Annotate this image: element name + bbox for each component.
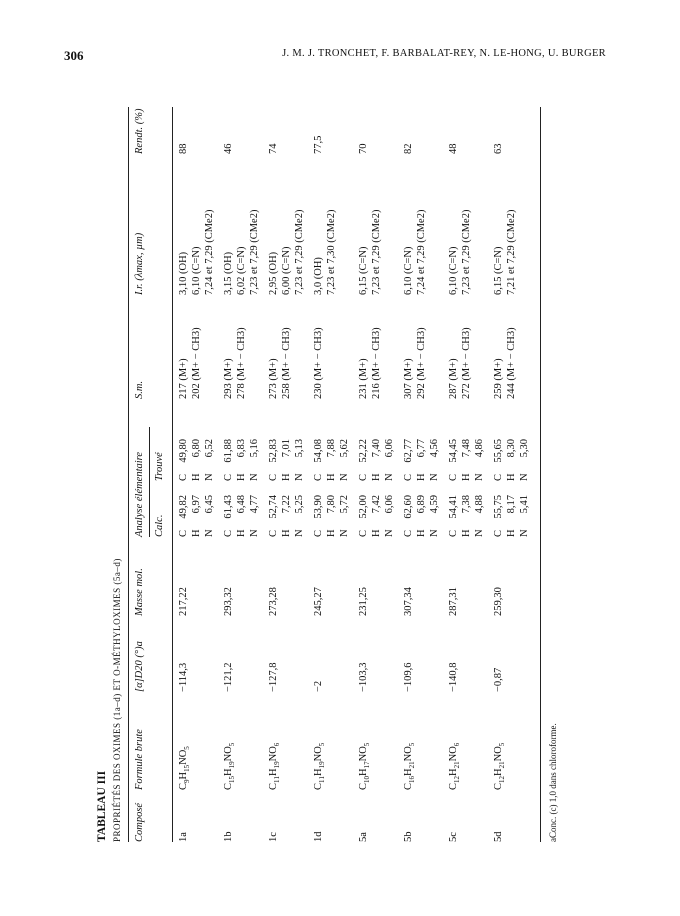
cell-analyse — [178, 439, 216, 537]
analyse-line — [384, 439, 397, 537]
analysis-value: 7,01 — [280, 439, 292, 458]
sm-line: 259 (M+) — [493, 358, 504, 399]
cell-formule: $C_9H_{15}NO_5$ — [178, 746, 192, 790]
element-symbol: H — [415, 473, 427, 481]
cell-ir — [448, 210, 474, 295]
cell-sm — [448, 327, 474, 399]
col-ir: I.r. (λmax, µm) — [134, 232, 145, 295]
ir-line: 6,02 (C=N) — [235, 246, 247, 295]
cell-rendt: 48 — [448, 143, 459, 154]
cell-masse: 273,28 — [268, 587, 279, 616]
spacer — [204, 481, 217, 495]
analyse-line — [236, 439, 249, 537]
element-symbol: H — [370, 473, 382, 481]
spacer — [493, 481, 506, 495]
analyse-line — [474, 439, 487, 537]
cell-formule: $C_{15}H_{19}NO_5$ — [223, 742, 237, 790]
cell-masse: 259,30 — [493, 587, 504, 616]
bottom-rule — [540, 107, 541, 842]
analyse-line — [448, 439, 461, 537]
cell-analyse — [268, 439, 306, 537]
cell-compose: 1a — [178, 832, 189, 842]
analysis-value: 5,41 — [518, 495, 530, 514]
analyse-line — [249, 439, 262, 537]
spacer — [294, 481, 307, 495]
element-symbol: H — [190, 473, 202, 481]
element-symbol: H — [460, 473, 472, 481]
analysis-value: 5,25 — [293, 495, 305, 514]
analysis-value: 4,88 — [473, 495, 485, 514]
analysis-value: 6,06 — [383, 439, 395, 458]
cell-formule: $C_{12}H_{21}NO_6$ — [448, 742, 462, 790]
analysis-value: 6,77 — [415, 439, 427, 458]
sm-line: 287 (M+) — [448, 358, 459, 399]
cell-formule: $C_{11}H_{19}NO_6$ — [268, 742, 282, 790]
analysis-value: 7,80 — [325, 495, 337, 514]
cell-sm — [268, 327, 294, 399]
spacer — [178, 481, 191, 495]
element-symbol: H — [370, 529, 382, 537]
analyse-line — [403, 439, 416, 537]
element-symbol: H — [325, 473, 337, 481]
sm-line: 216 (M+ − CH3) — [370, 327, 382, 399]
analysis-value: 6,83 — [235, 439, 247, 458]
element-symbol: C — [493, 529, 504, 537]
analyse-rule — [149, 427, 150, 537]
analyse-line — [429, 439, 442, 537]
cell-rot: −140,8 — [448, 662, 459, 692]
analysis-value: 5,30 — [518, 439, 530, 458]
ir-line: 3,10 (OH) — [178, 251, 189, 295]
spacer — [326, 481, 339, 495]
analysis-value: 6,45 — [203, 495, 215, 514]
element-symbol: C — [223, 473, 234, 481]
sm-line: 230 (M+ − CH3) — [313, 327, 324, 399]
analysis-value: 7,40 — [370, 439, 382, 458]
col-masse: Masse mol. — [134, 568, 145, 616]
sm-line: 272 (M+ − CH3) — [460, 327, 472, 399]
spacer — [223, 481, 236, 495]
element-symbol: N — [518, 529, 530, 537]
ir-line: 3,15 (OH) — [223, 251, 234, 295]
analyse-line — [326, 439, 339, 537]
element-symbol: H — [505, 529, 517, 537]
ir-line: 6,00 (C=N) — [280, 246, 292, 295]
cell-compose: 1d — [313, 831, 324, 842]
cell-formule: $C_{16}H_{21}NO_5$ — [403, 742, 417, 790]
element-symbol: N — [383, 473, 395, 481]
col-rendt: Rendt. (%) — [134, 108, 145, 154]
spacer — [416, 481, 429, 495]
analyse-line — [461, 439, 474, 537]
ir-line: 6,10 (C=N) — [403, 246, 414, 295]
ir-line: 7,23 et 7,29 (CMe2) — [460, 209, 472, 295]
analysis-value: 5,13 — [293, 439, 305, 458]
analysis-value: 4,86 — [473, 439, 485, 458]
cell-analyse — [313, 439, 351, 537]
col-rot: [α]D20 (°)a — [134, 641, 145, 692]
element-symbol: N — [338, 529, 350, 537]
element-symbol: C — [223, 529, 234, 537]
analyse-line — [313, 439, 326, 537]
ir-line: 6,10 (C=N) — [448, 246, 459, 295]
cell-sm — [358, 327, 384, 399]
cell-sm — [313, 327, 326, 399]
ir-line: 7,23 et 7,30 (CMe2) — [325, 209, 337, 295]
table-subtitle: PROPRIÉTÉS DES OXIMES (1a–d) ET O-MÉTHYLOXIMES (5a–d) — [112, 558, 122, 842]
cell-ir — [223, 210, 261, 295]
analyse-line — [358, 439, 371, 537]
cell-rendt: 82 — [403, 143, 414, 154]
element-symbol: C — [493, 473, 504, 481]
spacer — [461, 481, 474, 495]
ir-line: 6,15 (C=N) — [493, 246, 504, 295]
spacer — [313, 481, 326, 495]
analysis-value: 5,72 — [338, 495, 350, 514]
element-symbol: N — [428, 473, 440, 481]
element-symbol: N — [473, 529, 485, 537]
col-formule: Formule brute — [134, 729, 145, 790]
cell-ir — [313, 210, 339, 295]
analyse-line — [416, 439, 429, 537]
analysis-value: 62,77 — [403, 439, 414, 463]
element-symbol: N — [518, 473, 530, 481]
analysis-value: 49,80 — [178, 439, 189, 463]
running-head: J. M. J. TRONCHET, F. BARBALAT-REY, N. LE-HONG, U. BURGER — [282, 48, 606, 59]
analysis-value: 61,88 — [223, 439, 234, 463]
spacer — [358, 481, 371, 495]
ir-line: 2,95 (OH) — [268, 251, 279, 295]
analysis-value: 7,42 — [370, 495, 382, 514]
spacer — [281, 481, 294, 495]
analysis-value: 7,88 — [325, 439, 337, 458]
cell-formule: $C_{11}H_{19}NO_5$ — [313, 742, 327, 790]
element-symbol: C — [178, 473, 189, 481]
analysis-value: 6,97 — [190, 495, 202, 514]
cell-ir — [358, 210, 384, 295]
cell-analyse — [448, 439, 486, 537]
spacer — [371, 481, 384, 495]
cell-masse: 217,22 — [178, 587, 189, 616]
cell-masse: 231,25 — [358, 587, 369, 616]
analyse-line — [178, 439, 191, 537]
element-symbol: H — [415, 529, 427, 537]
analysis-value: 53,90 — [313, 495, 324, 519]
analysis-value: 55,65 — [493, 439, 504, 463]
analyse-line — [204, 439, 217, 537]
analysis-value: 54,41 — [448, 495, 459, 519]
cell-masse: 245,27 — [313, 587, 324, 616]
sm-line: 231 (M+) — [358, 358, 369, 399]
analyse-line — [268, 439, 281, 537]
ir-line: 3,0 (OH) — [313, 257, 324, 295]
element-symbol: C — [268, 473, 279, 481]
element-symbol: C — [358, 473, 369, 481]
cell-masse: 287,31 — [448, 587, 459, 616]
cell-rot: −114,3 — [178, 662, 189, 692]
element-symbol: N — [203, 473, 215, 481]
top-rule — [128, 107, 129, 842]
cell-compose: 5c — [448, 832, 459, 842]
spacer — [249, 481, 262, 495]
element-symbol: N — [293, 473, 305, 481]
spacer — [519, 481, 532, 495]
analyse-line — [281, 439, 294, 537]
ir-line: 7,21 et 7,29 (CMe2) — [505, 209, 517, 295]
analyse-line — [191, 439, 204, 537]
analysis-value: 52,83 — [268, 439, 279, 463]
element-symbol: N — [293, 529, 305, 537]
analysis-value: 54,08 — [313, 439, 324, 463]
element-symbol: C — [448, 473, 459, 481]
ir-line: 7,23 et 7,29 (CMe2) — [248, 209, 260, 295]
cell-ir — [178, 210, 216, 295]
cell-formule: $C_{10}H_{17}NO_5$ — [358, 742, 372, 790]
element-symbol: H — [325, 529, 337, 537]
element-symbol: N — [338, 473, 350, 481]
element-symbol: H — [280, 473, 292, 481]
analysis-value: 8,17 — [505, 495, 517, 514]
analysis-value: 6,06 — [383, 495, 395, 514]
analysis-value: 5,16 — [248, 439, 260, 458]
cell-compose: 1c — [268, 832, 279, 842]
ir-line: 7,23 et 7,29 (CMe2) — [293, 209, 305, 295]
cell-analyse — [403, 439, 441, 537]
element-symbol: H — [505, 473, 517, 481]
col-calc: Calc. — [154, 514, 165, 537]
cell-sm — [223, 327, 249, 399]
col-compose: Composé — [134, 802, 145, 842]
analysis-value: 7,38 — [460, 495, 472, 514]
spacer — [384, 481, 397, 495]
sm-line: 258 (M+ − CH3) — [280, 327, 292, 399]
analysis-value: 5,62 — [338, 439, 350, 458]
analyse-line — [294, 439, 307, 537]
analysis-value: 52,00 — [358, 495, 369, 519]
element-symbol: C — [448, 529, 459, 537]
cell-rendt: 88 — [178, 143, 189, 154]
cell-rot: −2 — [313, 680, 324, 692]
sm-line: 273 (M+) — [268, 358, 279, 399]
spacer — [506, 481, 519, 495]
cell-masse: 293,32 — [223, 587, 234, 616]
analysis-value: 52,74 — [268, 495, 279, 519]
spacer — [191, 481, 204, 495]
table-footnote: aConc. (c) 1,0 dans chloroforme. — [548, 723, 558, 842]
sm-line: 202 (M+ − CH3) — [190, 327, 202, 399]
analysis-value: 62,60 — [403, 495, 414, 519]
element-symbol: N — [428, 529, 440, 537]
spacer — [429, 481, 442, 495]
analysis-value: 6,89 — [415, 495, 427, 514]
cell-rendt: 74 — [268, 143, 279, 154]
sm-line: 307 (M+) — [403, 358, 414, 399]
analyse-line — [519, 439, 532, 537]
col-trouve: Trouvé — [154, 452, 165, 481]
element-symbol: N — [248, 529, 260, 537]
col-analyse: Analyse élémentaire — [134, 451, 145, 537]
page-number: 306 — [64, 48, 84, 63]
element-symbol: N — [248, 473, 260, 481]
cell-compose: 5d — [493, 831, 504, 842]
cell-sm — [178, 327, 204, 399]
sm-line: 244 (M+ − CH3) — [505, 327, 517, 399]
cell-rendt: 70 — [358, 143, 369, 154]
element-symbol: N — [203, 529, 215, 537]
element-symbol: H — [190, 529, 202, 537]
cell-masse: 307,34 — [403, 587, 414, 616]
analyse-line — [339, 439, 352, 537]
header-rule — [172, 107, 173, 842]
col-sm: S.m. — [134, 380, 145, 399]
ir-line: 7,24 et 7,29 (CMe2) — [203, 209, 215, 295]
cell-ir — [403, 210, 429, 295]
element-symbol: H — [235, 473, 247, 481]
cell-sm — [493, 327, 519, 399]
cell-rot: −127,8 — [268, 662, 279, 692]
cell-rot: −0,87 — [493, 667, 504, 692]
cell-analyse — [493, 439, 531, 537]
cell-rot: −121,2 — [223, 662, 234, 692]
element-symbol: H — [235, 529, 247, 537]
ir-line: 6,15 (C=N) — [358, 246, 369, 295]
analyse-line — [371, 439, 384, 537]
sm-line: 217 (M+) — [178, 358, 189, 399]
element-symbol: C — [178, 529, 189, 537]
analysis-value: 49,82 — [178, 495, 189, 519]
cell-sm — [403, 327, 429, 399]
analyse-line — [223, 439, 236, 537]
cell-compose: 1b — [223, 831, 234, 842]
analysis-value: 54,45 — [448, 439, 459, 463]
ir-line: 6,10 (C=N) — [190, 246, 202, 295]
cell-ir — [493, 210, 519, 295]
spacer — [236, 481, 249, 495]
spacer — [448, 481, 461, 495]
spacer — [268, 481, 281, 495]
spacer — [339, 481, 352, 495]
analysis-value: 4,59 — [428, 495, 440, 514]
cell-rot: −109,6 — [403, 662, 414, 692]
analysis-value: 52,22 — [358, 439, 369, 463]
table-title: TABLEAU III — [96, 770, 108, 842]
ir-line: 7,24 et 7,29 (CMe2) — [415, 209, 427, 295]
analysis-value: 61,43 — [223, 495, 234, 519]
sm-line: 293 (M+) — [223, 358, 234, 399]
analysis-value: 7,48 — [460, 439, 472, 458]
element-symbol: C — [403, 529, 414, 537]
cell-ir — [268, 210, 306, 295]
cell-analyse — [223, 439, 261, 537]
analysis-value: 4,56 — [428, 439, 440, 458]
spacer — [474, 481, 487, 495]
element-symbol: N — [473, 473, 485, 481]
element-symbol: N — [383, 529, 395, 537]
analysis-value: 6,52 — [203, 439, 215, 458]
analysis-value: 6,80 — [190, 439, 202, 458]
element-symbol: C — [313, 473, 324, 481]
element-symbol: H — [460, 529, 472, 537]
element-symbol: C — [358, 529, 369, 537]
analyse-line — [493, 439, 506, 537]
cell-rot: −103,3 — [358, 662, 369, 692]
element-symbol: C — [313, 529, 324, 537]
analyse-line — [506, 439, 519, 537]
sm-line: 278 (M+ − CH3) — [235, 327, 247, 399]
analysis-value: 6,48 — [235, 495, 247, 514]
cell-formule: $C_{12}H_{21}NO_5$ — [493, 742, 507, 790]
cell-compose: 5b — [403, 831, 414, 842]
analysis-value: 55,75 — [493, 495, 504, 519]
analysis-value: 4,77 — [248, 495, 260, 514]
cell-analyse — [358, 439, 396, 537]
analysis-value: 8,30 — [505, 439, 517, 458]
ir-line: 7,23 et 7,29 (CMe2) — [370, 209, 382, 295]
analysis-value: 7,22 — [280, 495, 292, 514]
element-symbol: C — [403, 473, 414, 481]
rotated-table — [96, 82, 596, 842]
cell-rendt: 46 — [223, 143, 234, 154]
spacer — [403, 481, 416, 495]
element-symbol: H — [280, 529, 292, 537]
sm-line: 292 (M+ − CH3) — [415, 327, 427, 399]
cell-rendt: 77,5 — [313, 135, 324, 154]
cell-rendt: 63 — [493, 143, 504, 154]
cell-compose: 5a — [358, 832, 369, 842]
element-symbol: C — [268, 529, 279, 537]
